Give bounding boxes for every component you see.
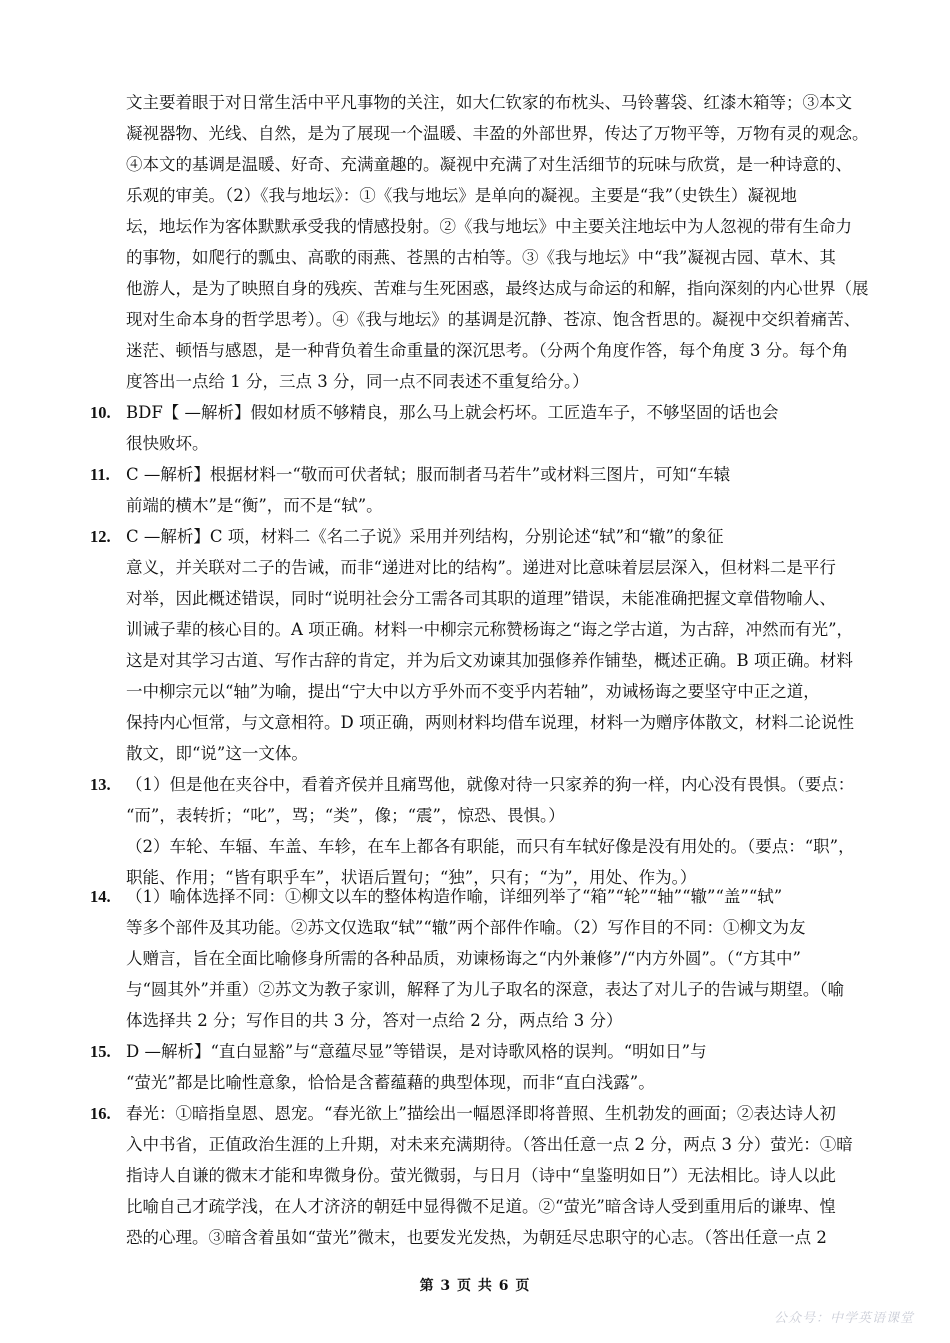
answer-line: BDF【 —解析】假如材质不够精良，那么马上就会朽坏。工匠造车子，不够坚固的话也会 xyxy=(126,403,779,422)
answer-line: 与“圆其外”并重）②苏文为教子家训，解释了为儿子取名的深意，表达了对儿子的告诫与期望。（喻 xyxy=(126,980,845,999)
text-line: 迷茫、顿悟与感恩，是一种背负着生命重量的深沉思考。（分两个角度作答，每个角度 3 分。每个角 xyxy=(126,341,849,360)
question-number: 16. xyxy=(90,1104,111,1123)
answer-line: 意义，并关联对二子的告诫，而非“递进对比的结构”。递进对比意味着层层深入，但材料二是平行 xyxy=(126,558,836,577)
text-line: 现对生命本身的哲学思考）。④《我与地坛》的基调是沉静、苍凉、饱含哲思的。凝视中交织着痛苦、 xyxy=(126,310,861,329)
answer-line: 入中书省，正值政治生涯的上升期，对未来充满期待。（答出任意一点 2 分，两点 3 分）萤光：①暗 xyxy=(126,1135,853,1154)
answer-line: 对举，因此概述错误，同时“说明社会分工需各司其职的道理”错误，未能准确把握文章借物喻人、 xyxy=(126,589,836,608)
answer-line: “萤光”都是比喻性意象，恰恰是含蓄蕴藉的典型体现，而非“直白浅露”。 xyxy=(126,1073,655,1092)
question-number: 15. xyxy=(90,1042,111,1061)
question-number: 10. xyxy=(90,403,111,422)
text-line: 他游人，是为了映照自身的残疾、苦难与生死困惑，最终达成与命运的和解，指向深刻的内心世界（展 xyxy=(126,279,869,298)
text-line: ④本文的基调是温暖、好奇、充满童趣的。凝视中充满了对生活细节的玩味与欣赏，是一种诗意的、 xyxy=(126,155,852,174)
watermark: 公众号：中学英语课堂 xyxy=(773,1311,914,1326)
text-line: 坛，地坛作为客体默默承受我的情感投射。②《我与地坛》中主要关注地坛中为人忽视的带有生命力 xyxy=(126,217,852,236)
answer-line: “而”，表转折；“叱”，骂；“类”，像；“震”，惊恐、畏惧。） xyxy=(126,806,565,825)
question-number: 11. xyxy=(90,465,110,484)
answer-line: 保持内心恒常，与文意相符。D 项正确，两则材料均借车说理，材料一为赠序体散文，材料二论说性 xyxy=(126,713,854,732)
text-line: 凝视器物、光线、自然，是为了展现一个温暖、丰盈的外部世界，传达了万物平等，万物有灵的观念。 xyxy=(126,124,869,143)
question-number: 14. xyxy=(90,887,111,906)
text-line: 的事物，如爬行的瓢虫、高歌的雨燕、苍黑的古柏等。③《我与地坛》中“我”凝视古园、草木、其 xyxy=(126,248,836,267)
text-line: 文主要着眼于对日常生活中平凡事物的关注，如大仁钦家的布枕头、马铃薯袋、红漆木箱等；③本文 xyxy=(126,93,852,112)
answer-line: 指诗人自谦的微末才能和卑微身份。萤光微弱，与日月（诗中“皇鉴明如日”）无法相比。诗人以此 xyxy=(126,1166,836,1185)
answer-line: （1）喻体选择不同：①柳文以车的整体构造作喻，详细列举了“箱”“轮”“轴”“辙”“盖”“轼” xyxy=(126,887,783,906)
answer-line: 职能、作用；“皆有职乎车”，状语后置句；“独”，只有；“为”，用处、作为。） xyxy=(126,868,697,887)
answer-line: （1）但是他在夹谷中，看着齐侯并且痛骂他，就像对待一只家养的狗一样，内心没有畏惧。（要点： xyxy=(126,775,855,794)
answer-line: （2）车轮、车辐、车盖、车轸，在车上都各有职能，而只有车轼好像是没有用处的。（要点：“职”， xyxy=(126,837,855,856)
question-number: 12. xyxy=(90,527,111,546)
answer-line: 一中柳宗元以“轴”为喻，提出“宁大中以方乎外而不变乎内若轴”，劝诫杨诲之要坚守中正之道， xyxy=(126,682,820,701)
answer-line: 恐的心理。③暗含着虽如“萤光”微末，也要发光发热，为朝廷尽忠职守的心志。（答出任意一点 2 xyxy=(126,1228,827,1247)
answer-line: C —解析】根据材料一“敬而可伏者轼；服而制者马若牛”或材料三图片，可知“车辕 xyxy=(126,465,731,484)
answer-line: 这是对其学习古道、写作古辞的肯定，并为后文劝谏其加强修养作铺垫，概述正确。B 项正确。材料 xyxy=(126,651,853,670)
answer-line: C —解析】C 项，材料二《名二子说》采用并列结构，分别论述“轼”和“辙”的象征 xyxy=(126,527,724,546)
answer-line: 人赠言，旨在全面比喻修身所需的各种品质，劝谏杨诲之“内外兼修”/“内方外圆”。（“方其中” xyxy=(126,949,801,968)
answer-line: 比喻自己才疏学浅，在人才济济的朝廷中显得微不足道。②“萤光”暗含诗人受到重用后的谦卑、惶 xyxy=(126,1197,836,1216)
answer-line: 体选择共 2 分；写作目的共 3 分，答对一点给 2 分，两点给 3 分） xyxy=(126,1011,623,1030)
answer-line: 训诫子辈的核心目的。A 项正确。材料一中柳宗元称赞杨诲之“诲之学古道，为古辞，冲然而有光”， xyxy=(126,620,854,639)
answer-line: 前端的横木”是“衡”，而不是“轼”。 xyxy=(126,496,383,515)
text-line: 度答出一点给 1 分，三点 3 分，同一点不同表述不重复给分。） xyxy=(126,372,589,391)
question-number: 13. xyxy=(90,775,111,794)
answer-line: 很快败坏。 xyxy=(126,434,209,453)
answer-line: 等多个部件及其功能。②苏文仅选取“轼”“辙”两个部件作喻。（2）写作目的不同：①柳文为友 xyxy=(126,918,806,937)
answer-line: 春光：①暗指皇恩、恩宠。“春光欲上”描绘出一幅恩泽即将普照、生机勃发的画面；②表达诗人初 xyxy=(126,1104,836,1123)
text-line: 乐观的审美。（2）《我与地坛》：①《我与地坛》是单向的凝视。主要是“我”（史铁生）凝视地 xyxy=(126,186,797,205)
page-footer: 第 3 页 共 6 页 xyxy=(419,1278,531,1294)
answer-line: 散文，即“说”这一文体。 xyxy=(126,744,308,763)
answer-line: D —解析】“直白显豁”与“意蕴尽显”等错误，是对诗歌风格的误判。“明如日”与 xyxy=(126,1042,707,1061)
